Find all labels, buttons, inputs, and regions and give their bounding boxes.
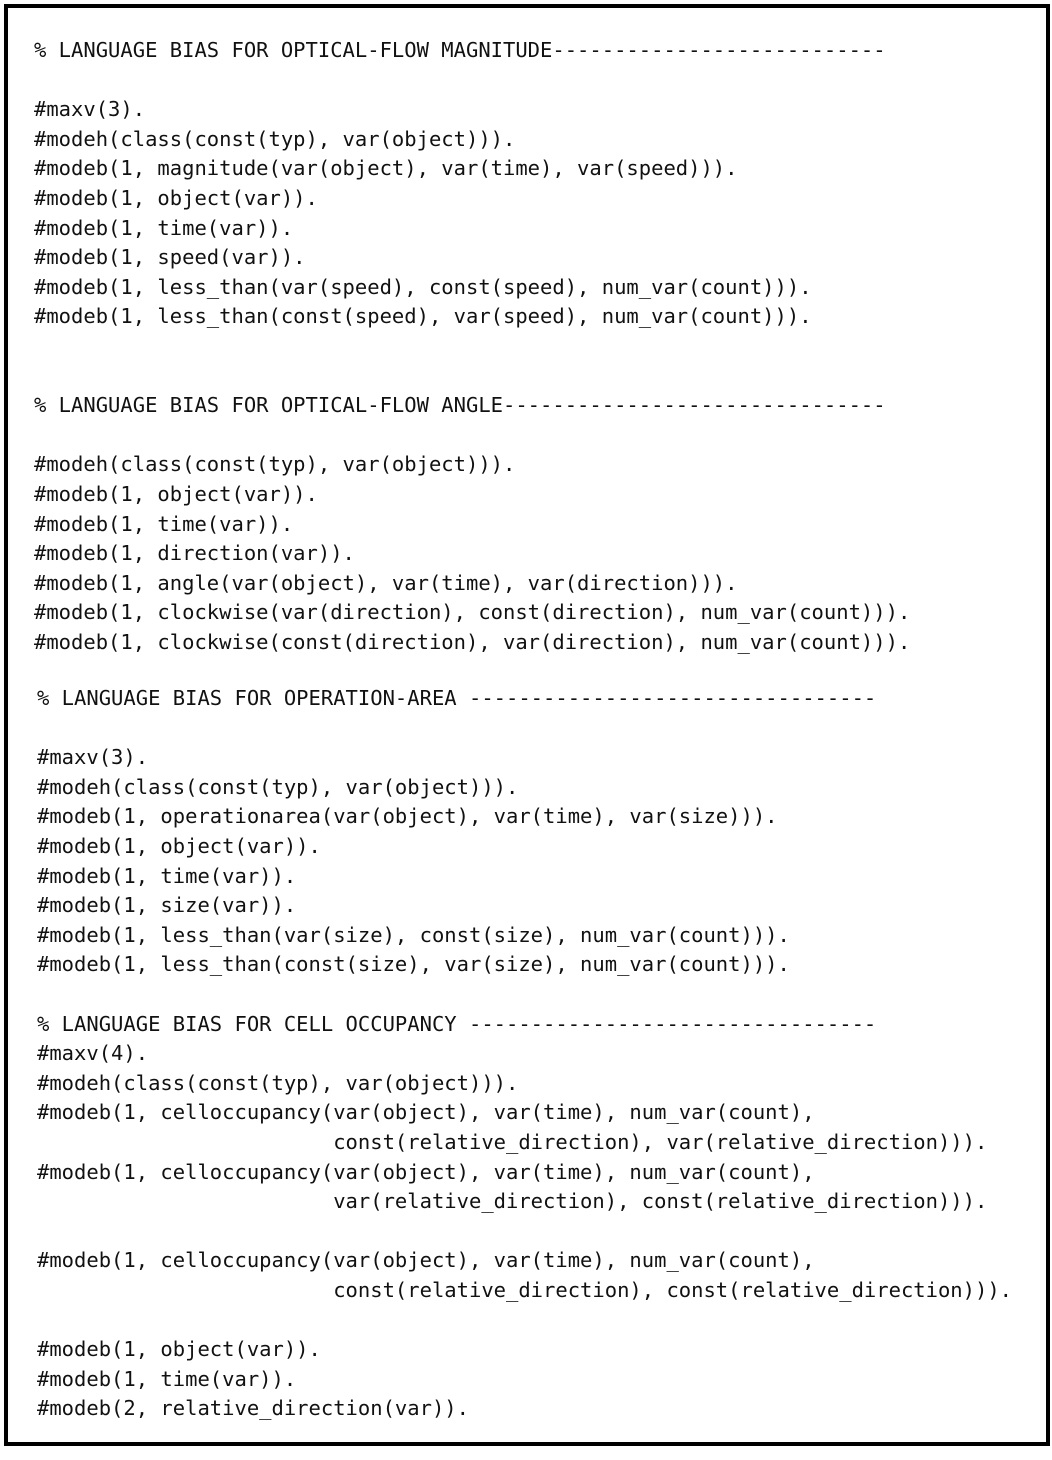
blank-line <box>37 714 1012 744</box>
code-line: #modeh(class(const(typ), var(object))). <box>34 452 516 477</box>
blank-line <box>34 66 910 96</box>
code-line: #modeb(1, time(var)). <box>34 215 294 240</box>
code-listing-frame <box>4 4 1050 1446</box>
code-block-optical-flow <box>34 36 910 657</box>
code-line: #modeh(class(const(typ), var(object))). <box>34 126 516 151</box>
code-line: #maxv(3). <box>34 97 146 122</box>
blank-line <box>34 332 910 362</box>
code-line: #modeb(1, clockwise(const(direction), var(direction), num_var(count))). <box>34 629 911 654</box>
blank-line <box>34 362 910 392</box>
code-line: #modeb(1, less_than(const(speed), var(speed), num_var(count))). <box>34 304 812 329</box>
code-line: #modeh(class(const(typ), var(object))). <box>37 774 519 799</box>
code-line: #modeb(1, operationarea(var(object), var(time), var(size))). <box>37 804 778 829</box>
code-line: #modeb(1, angle(var(object), var(time), var(direction))). <box>34 570 738 595</box>
code-line: #modeb(1, less_than(var(size), const(size), num_var(count))). <box>37 922 790 947</box>
section-comment-line: % LANGUAGE BIAS FOR CELL OCCUPANCY --------------------------------- <box>37 1011 877 1036</box>
section-comment-line: % LANGUAGE BIAS FOR OPERATION-AREA --------------------------------- <box>37 686 877 710</box>
code-line: #modeb(1, celloccupancy(var(object), var(time), num_var(count), <box>37 1100 815 1125</box>
code-line: #modeb(1, object(var)). <box>37 1337 321 1362</box>
code-line: const(relative_direction), const(relative_direction))). <box>37 1277 1013 1302</box>
code-line: #modeb(1, clockwise(var(direction), const(direction), num_var(count))). <box>34 600 911 625</box>
code-line: #modeb(1, object(var)). <box>34 185 318 210</box>
code-line: #modeb(1, speed(var)). <box>34 245 306 270</box>
code-line: #maxv(3). <box>37 745 149 770</box>
code-line: #modeb(2, relative_direction(var)). <box>37 1396 469 1421</box>
code-line: #modeb(1, time(var)). <box>37 1366 297 1391</box>
code-line: #modeb(1, celloccupancy(var(object), var(time), num_var(count), <box>37 1159 815 1184</box>
code-line: #modeh(class(const(typ), var(object))). <box>37 1070 519 1095</box>
section-comment-line: % LANGUAGE BIAS FOR OPTICAL-FLOW MAGNITUDE--------------------------- <box>34 38 886 62</box>
blank-line <box>37 1305 1012 1335</box>
code-line: #maxv(4). <box>37 1041 149 1066</box>
code-line: #modeb(1, direction(var)). <box>34 541 355 566</box>
blank-line <box>34 421 910 451</box>
code-line: #modeb(1, time(var)). <box>37 863 297 888</box>
code-line: #modeb(1, object(var)). <box>37 833 321 858</box>
code-line: #modeb(1, less_than(const(size), var(size), num_var(count))). <box>37 952 790 977</box>
code-line: var(relative_direction), const(relative_direction))). <box>37 1189 988 1214</box>
code-line: #modeb(1, time(var)). <box>34 511 294 536</box>
blank-line <box>37 1217 1012 1247</box>
code-line: #modeb(1, object(var)). <box>34 481 318 506</box>
blank-line <box>37 980 1012 1010</box>
code-block-operation-area-cell-occupancy <box>37 684 1012 1424</box>
code-line: #modeb(1, size(var)). <box>37 893 297 918</box>
code-line: #modeb(1, magnitude(var(object), var(time), var(speed))). <box>34 156 738 181</box>
code-line: const(relative_direction), var(relative_direction))). <box>37 1129 988 1154</box>
section-comment-line: % LANGUAGE BIAS FOR OPTICAL-FLOW ANGLE------------------------------- <box>34 393 886 418</box>
code-line: #modeb(1, celloccupancy(var(object), var(time), num_var(count), <box>37 1248 815 1273</box>
code-line: #modeb(1, less_than(var(speed), const(speed), num_var(count))). <box>34 274 812 299</box>
